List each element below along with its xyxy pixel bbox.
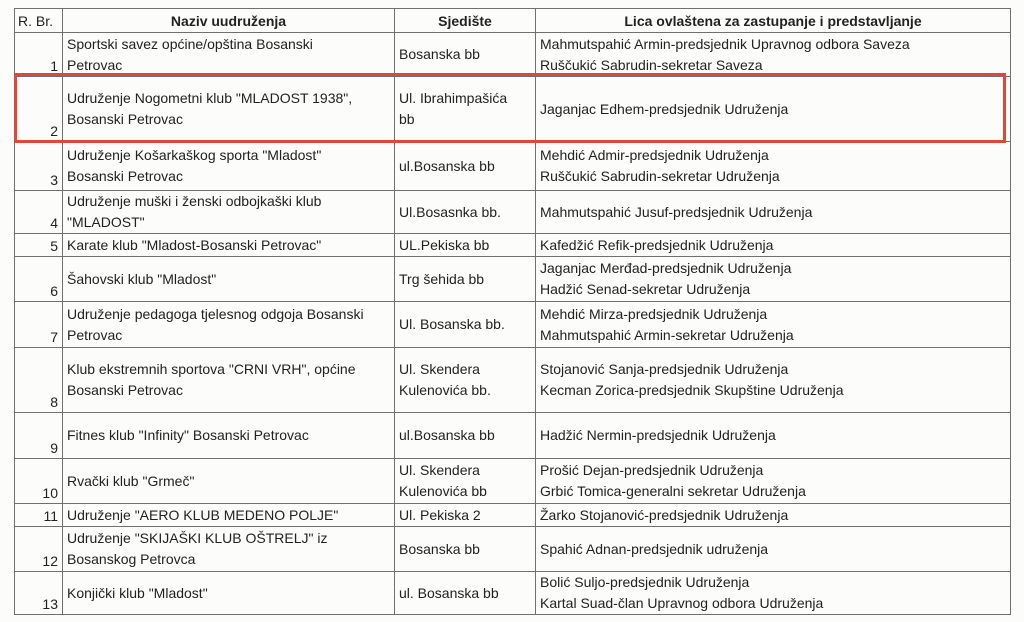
representative-line: Ruščukić Sabrudin-sekretar Udruženja	[540, 168, 780, 184]
representative-line: Žarko Stojanović-predsjednik Udruženja	[540, 506, 789, 523]
header-persons: Lica ovlaštena za zastupanje i predstavljanje	[536, 9, 1011, 33]
representatives	[536, 302, 1011, 348]
association-name-line: Bosanski Petrovac	[67, 382, 183, 398]
association-name-line: Karate klub "Mladost-Bosanski Petrovac"	[67, 236, 322, 253]
representative-line: Prošić Dejan-predsjednik Udruženja	[540, 462, 764, 478]
association-name-line: Bosanski Petrovac	[67, 168, 183, 184]
representative-line: Mahmutspahić Jusuf-predsjednik Udruženja	[540, 203, 813, 220]
association-name	[63, 413, 395, 459]
association-name	[63, 142, 395, 191]
table-row	[15, 302, 1011, 348]
representative-line: Kecman Zorica-predsjednik Skupštine Udruženja	[540, 382, 844, 398]
seat-line: Ul. Ibrahimpašića	[399, 90, 508, 106]
table-row	[15, 527, 1011, 572]
table-row	[15, 77, 1011, 142]
association-name	[63, 234, 395, 257]
association-name-line: Petrovac	[67, 326, 123, 343]
row-number: 1	[15, 33, 63, 77]
seat-line: Kulenovića bb.	[399, 382, 491, 398]
representative-line: Jaganjac Merđad-predsjednik Udruženja	[540, 260, 792, 276]
header-name: Naziv uudruženja	[63, 9, 395, 33]
seat-line: UL.Pekiska bb	[399, 236, 490, 253]
seat	[395, 302, 536, 348]
representatives	[536, 257, 1011, 302]
row-number: 7	[15, 302, 63, 348]
seat	[395, 459, 536, 504]
seat-line: Ul.Bosasnka bb.	[399, 203, 501, 220]
representatives	[536, 459, 1011, 504]
representative-line: Grbić Tomica-generalni sekretar Udruženja	[540, 483, 806, 499]
representative-line: Kartal Suad-član Upravnog odbora Udruženja	[540, 595, 824, 611]
seat-line: Kulenovića bb	[399, 483, 487, 499]
association-name	[63, 572, 395, 615]
representative-line: Mahmutspahić Armin-predsjednik Upravnog odbora Saveza	[540, 35, 910, 52]
association-name-line: Konjički klub "Mladost"	[67, 584, 208, 601]
seat	[395, 527, 536, 572]
seat	[395, 572, 536, 615]
association-name-line: Udruženje pedagoga tjelesnog odgoja Bosanski	[67, 305, 364, 322]
header-seat: Sjedište	[395, 9, 536, 33]
association-name-line: Udruženje Nogometni klub "MLADOST 1938",	[67, 90, 353, 106]
association-name	[63, 302, 395, 348]
row-number: 13	[15, 572, 63, 615]
representative-line: Mehdić Admir-predsjednik Udruženja	[540, 147, 769, 163]
association-name	[63, 459, 395, 504]
association-name-line: Klub ekstremnih sportova "CRNI VRH", općine	[67, 361, 356, 377]
representative-line: Hadžić Senad-sekretar Udruženja	[540, 281, 751, 297]
row-number: 8	[15, 348, 63, 413]
table-row	[15, 257, 1011, 302]
table-row	[15, 459, 1011, 504]
table-header-row	[15, 9, 1011, 33]
row-number: 10	[15, 459, 63, 504]
association-name-line: Sportski savez općine/opština Bosanski	[67, 35, 313, 52]
representative-line: Spahić Adnan-predsjednik udruženja	[540, 540, 769, 557]
row-number: 5	[15, 234, 63, 257]
representative-line: Hadžić Nermin-predsjednik Udruženja	[540, 427, 776, 443]
row-number: 9	[15, 413, 63, 459]
association-name	[63, 504, 395, 527]
association-name-line: Šahovski klub "Mladost"	[67, 270, 217, 287]
table-row	[15, 191, 1011, 234]
table-row	[15, 572, 1011, 615]
row-number: 2	[15, 77, 63, 142]
table-row	[15, 142, 1011, 191]
association-name-line: Bosanski Petrovac	[67, 111, 183, 127]
association-name-line: Bosanskog Petrovca	[67, 551, 196, 567]
association-name	[63, 191, 395, 234]
seat-line: Ul. Bosanska bb.	[399, 316, 505, 332]
representative-line: Mehdić Mirza-predsjednik Udruženja	[540, 305, 768, 322]
seat	[395, 33, 536, 77]
representatives	[536, 504, 1011, 527]
association-name	[63, 527, 395, 572]
association-name	[63, 77, 395, 142]
association-name-line: Udruženje muški i ženski odbojkaški klub	[67, 193, 322, 209]
seat-line: Ul. Pekiska 2	[399, 506, 481, 523]
association-name-line: "MLADOST"	[67, 214, 145, 230]
seat	[395, 257, 536, 302]
representatives	[536, 191, 1011, 234]
representatives	[536, 348, 1011, 413]
association-name	[63, 33, 395, 77]
seat-line: ul. Bosanska bb	[399, 584, 499, 601]
representatives	[536, 527, 1011, 572]
association-name-line: Udruženje "AERO KLUB MEDENO POLJE"	[67, 506, 339, 523]
seat	[395, 348, 536, 413]
representative-line: Kafedžić Refik-predsjednik Udruženja	[540, 236, 774, 253]
association-name-line: Fitnes klub "Infinity" Bosanski Petrovac	[67, 427, 309, 443]
seat-line: bb	[399, 111, 415, 127]
seat-line: ul.Bosanska bb	[399, 157, 495, 174]
association-name	[63, 348, 395, 413]
seat	[395, 142, 536, 191]
table-row	[15, 348, 1011, 413]
association-name-line: Udruženje "SKIJAŠKI KLUB OŠTRELJ" iz	[67, 530, 328, 546]
table-row	[15, 234, 1011, 257]
seat-line: Trg šehida bb	[399, 270, 485, 287]
seat	[395, 413, 536, 459]
representative-line: Jaganjac Edhem-predsjednik Udruženja	[540, 100, 789, 117]
seat-line: Ul. Skendera	[399, 462, 480, 478]
table-row	[15, 413, 1011, 459]
representatives	[536, 77, 1011, 142]
association-name-line: Rvački klub "Grmeč"	[67, 472, 195, 489]
header-number: R. Br.	[15, 9, 63, 33]
row-number: 3	[15, 142, 63, 191]
row-number: 11	[15, 504, 63, 527]
representative-line: Bolić Suljo-predsjednik Udruženja	[540, 574, 750, 590]
table-row	[15, 33, 1011, 77]
representative-line: Mahmutspahić Armin-sekretar Udruženja	[540, 326, 794, 343]
representatives	[536, 142, 1011, 191]
seat	[395, 191, 536, 234]
seat-line: Bosanska bb	[399, 46, 480, 62]
representative-line: Stojanović Sanja-predsjednik Udruženja	[540, 361, 789, 377]
association-name	[63, 257, 395, 302]
seat-line: ul.Bosanska bb	[399, 427, 495, 443]
row-number: 12	[15, 527, 63, 572]
seat	[395, 77, 536, 142]
seat	[395, 504, 536, 527]
representative-line: Ruščukić Sabrudin-sekretar Saveza	[540, 56, 763, 73]
association-name-line: Udruženje Košarkaškog sporta "Mladost"	[67, 147, 322, 163]
association-name-line: Petrovac	[67, 56, 123, 73]
representatives	[536, 33, 1011, 77]
associations-table	[14, 8, 1011, 615]
seat-line: Ul. Skendera	[399, 361, 480, 377]
row-number: 6	[15, 257, 63, 302]
representatives	[536, 572, 1011, 615]
table-row	[15, 504, 1011, 527]
representatives	[536, 413, 1011, 459]
representatives	[536, 234, 1011, 257]
seat-line: Bosanska bb	[399, 540, 480, 557]
seat	[395, 234, 536, 257]
row-number: 4	[15, 191, 63, 234]
